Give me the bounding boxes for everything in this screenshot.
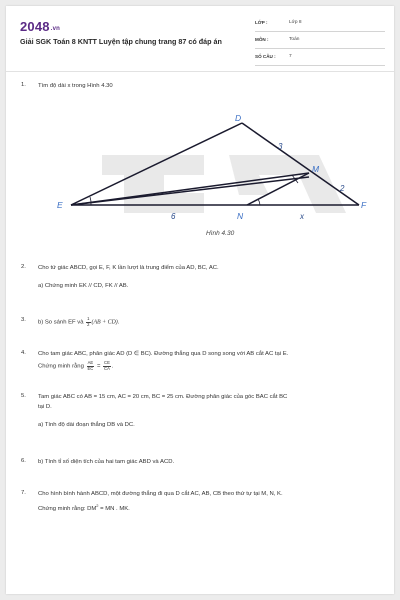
- question-text: [38, 317, 388, 328]
- meta-row-grade: [255, 18, 385, 32]
- question-number: 4.: [21, 350, 26, 356]
- question-text: Tam giác ABC có AB = 15 cm, AC = 20 cm, BC = 25 cm. Đường phân giác của góc BAC cắt BC: [38, 394, 288, 400]
- header-divider: [6, 71, 394, 72]
- meta-row-subject: [255, 35, 385, 49]
- question-subpart: a) Tính độ dài đoạn thẳng DB và DC.: [38, 422, 135, 428]
- fraction-ae-ec: [87, 361, 95, 371]
- geometry-figure: [54, 109, 372, 251]
- meta-info: [255, 18, 385, 69]
- meta-key-subject: MÔN :: [255, 37, 269, 42]
- angle-mark-n: [258, 199, 260, 205]
- label-d: D: [235, 113, 242, 123]
- label-n: N: [237, 211, 244, 221]
- fraction-numerator: AE: [87, 360, 94, 365]
- figure-caption: Hình 4.30: [206, 230, 235, 237]
- q4-line2-end: .: [111, 363, 114, 370]
- q3-text-before: b) So sánh EF và: [38, 319, 86, 326]
- meta-value-count: 7: [289, 54, 292, 59]
- q7-line2-before: Chứng minh rằng: DM: [38, 505, 97, 512]
- fraction-denominator: EC: [87, 365, 94, 371]
- question-text: Tìm độ dài x trong Hình 4.30: [38, 83, 113, 89]
- question-text: Cho hình bình hành ABCD, một đường thẳng đi qua D cắt AC, AB, CB theo thứ tự tại M, N, K.: [38, 491, 283, 497]
- question-line-2: [38, 501, 388, 515]
- angle-mark-e: [90, 197, 91, 205]
- equals-sign: =: [95, 363, 103, 370]
- q7-line2-after: = MN . MK.: [98, 505, 130, 512]
- meta-value-grade: Lớp 8: [289, 20, 302, 25]
- superscript: 2: [96, 503, 99, 508]
- meta-value-subject: Toán: [289, 37, 300, 42]
- question-subpart: a) Chứng minh EK // CD, FK // AB.: [38, 283, 129, 289]
- question-text: Cho tứ giác ABCD, gọi E, F, K lần lượt là trung điểm của AD, BC, AC.: [38, 265, 219, 271]
- question-line-2: [38, 361, 388, 372]
- meta-key-grade: LỚP :: [255, 20, 268, 25]
- logo-text: 2048: [20, 19, 50, 34]
- question-line-2: tại D.: [38, 404, 52, 410]
- question-number: 3.: [21, 317, 26, 323]
- fraction-one-half: [86, 317, 90, 327]
- length-nf: x: [300, 212, 304, 221]
- question-number: 6.: [21, 458, 26, 464]
- question-number: 7.: [21, 490, 26, 496]
- site-logo[interactable]: [20, 19, 60, 34]
- fraction-numerator: 1: [87, 316, 90, 321]
- q4-line2-before: Chứng minh rằng: [38, 363, 86, 370]
- document-title: Giải SGK Toán 8 KNTT Luyện tập chung trang 87 có đáp án: [20, 37, 222, 46]
- length-mf: 2: [340, 184, 345, 193]
- length-dm: 3: [278, 142, 283, 151]
- fraction-denominator: CA: [104, 365, 110, 371]
- question-text: Cho tam giác ABC, phân giác AD (D ∈ BC). Đường thẳng qua D song song với AB cắt AC tại E.: [38, 351, 289, 357]
- meta-row-count: [255, 52, 385, 66]
- question-number: 1.: [21, 82, 26, 88]
- fraction-denominator: 2: [87, 321, 90, 327]
- meta-key-count: SỐ CÂU :: [255, 54, 276, 59]
- q3-formula: (AB + CD).: [91, 319, 120, 326]
- page-header: [6, 6, 394, 76]
- question-number: 2.: [21, 264, 26, 270]
- logo-suffix: .vn: [50, 26, 61, 32]
- document-page: [6, 6, 394, 594]
- question-number: 5.: [21, 393, 26, 399]
- length-en: 6: [171, 212, 176, 221]
- label-f: F: [361, 200, 367, 210]
- fraction-numerator: CE: [104, 360, 110, 365]
- question-text: b) Tính tỉ số diện tích của hai tam giác ABD và ACD.: [38, 459, 175, 465]
- fraction-ce-ca: [103, 361, 111, 371]
- label-e: E: [57, 200, 63, 210]
- label-m: M: [312, 164, 320, 174]
